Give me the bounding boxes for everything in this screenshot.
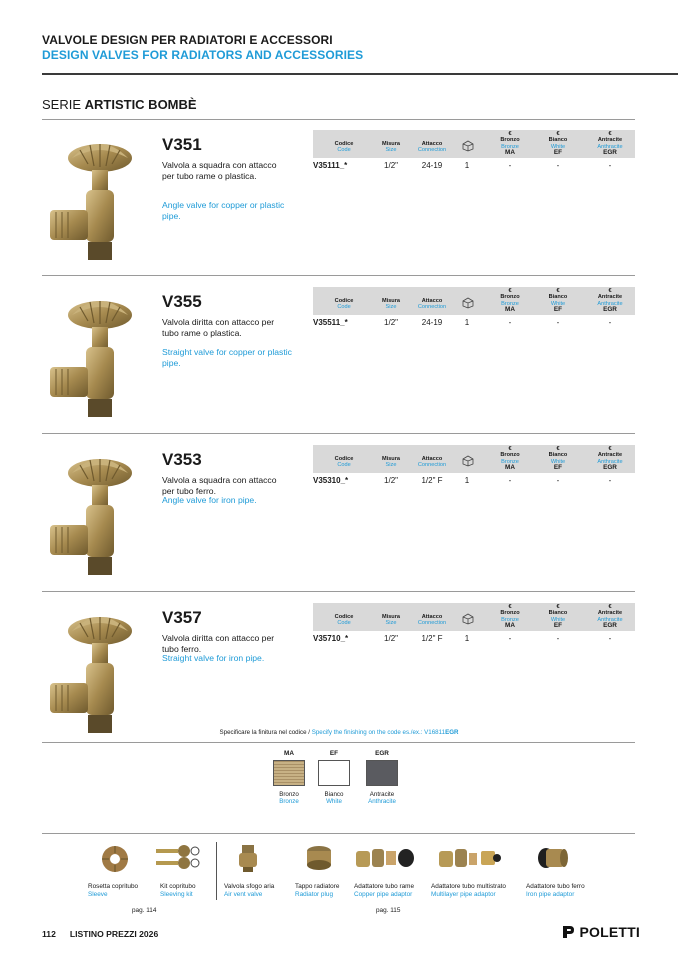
row-size: 1/2" [384,318,398,327]
air-vent-icon [236,843,260,873]
brand-logo [560,924,640,940]
package-icon [461,455,475,467]
col-connection: Attacco Connection [417,614,447,627]
swatch-color [318,760,350,786]
col-bronze: € Bronzo Bronze MA [500,288,520,314]
col-anthracite: € Antracite Anthracite EGR [597,131,623,157]
price-table-header [313,130,635,158]
table-row [313,158,635,172]
package-icon [461,297,475,309]
row-price-ef: - [556,318,560,327]
series-name: ARTISTIC BOMBÈ [84,97,197,112]
footer-title: LISTINO PREZZI 2026 [69,929,159,939]
table-row [313,631,635,645]
col-code: Codice Code [334,456,354,469]
valve-image [42,445,154,585]
row-price-ma: - [508,634,512,643]
row-price-ef: - [556,161,560,170]
package-icon [461,613,475,625]
page-header [42,33,363,62]
col-white: € Bianco White EF [548,446,568,472]
col-size: Misura Size [381,298,401,311]
header-title-en: DESIGN VALVES FOR RADIATORS AND ACCESSORIES [42,48,364,62]
header-title-it: VALVOLE DESIGN PER RADIATORI E ACCESSORI [42,33,333,47]
row-code: V35111_* [313,161,348,170]
row-connection: 24-19 [421,318,443,327]
price-table-header [313,445,635,473]
col-connection: Attacco Connection [417,456,447,469]
col-white: € Bianco White EF [548,131,568,157]
copper-adaptor-icon [354,843,420,873]
product-block [42,287,635,437]
col-anthracite: € Antracite Anthracite EGR [597,604,623,630]
row-code: V35710_* [313,634,349,643]
product-description-it: Valvola a squadra con attacco per tubo rame o plastica. [162,160,277,181]
row-price-ma: - [508,161,512,170]
table-row [313,473,635,487]
price-table-header [313,603,635,631]
row-size: 1/2" [384,161,398,170]
col-connection: Attacco Connection [417,141,447,154]
col-size: Misura Size [381,141,401,154]
page-ref-right: pag. 115 [376,907,401,914]
col-connection: Attacco Connection [417,298,447,311]
series-title [42,97,197,112]
row-qty: 1 [464,318,470,327]
brand-mark-icon [560,924,576,940]
col-size: Misura Size [381,614,401,627]
product-code: V351 [162,135,202,154]
product-description-en: Angle valve for copper or plastic pipe. [162,200,285,221]
row-price-ma: - [508,318,512,327]
row-qty: 1 [464,634,470,643]
price-table [313,445,635,487]
col-bronze: € Bronzo Bronze MA [500,131,520,157]
row-price-egr: - [608,318,612,327]
row-qty: 1 [464,476,470,485]
package-icon [461,140,475,152]
price-table [313,603,635,645]
swatch-white: EF Bianco White [317,750,351,805]
product-code: V353 [162,450,202,469]
col-anthracite: € Antracite Anthracite EGR [597,288,623,314]
product-code: V357 [162,608,202,627]
divider [42,119,635,120]
sleeve-icon [100,843,130,875]
note-it: Specificare la finitura nel codice / [219,729,312,736]
table-row [313,315,635,329]
product-description-it: Valvola diritta con attacco per tubo ferro. [162,633,275,654]
row-price-ef: - [556,634,560,643]
price-table-header [313,287,635,315]
col-size: Misura Size [381,456,401,469]
row-price-egr: - [608,634,612,643]
valve-image [42,130,154,270]
swatch-color [366,760,398,786]
col-white: € Bianco White EF [548,288,568,314]
row-price-egr: - [608,476,612,485]
col-bronze: € Bronzo Bronze MA [500,446,520,472]
swatch-bronze: MA Bronzo Bronze [272,750,306,805]
valve-image [42,287,154,427]
product-description-en: Straight valve for copper or plastic pipe. [162,347,292,368]
row-price-ef: - [556,476,560,485]
page-ref-left: pag. 114 [132,907,157,914]
col-code: Codice Code [334,141,354,154]
col-code: Codice Code [334,298,354,311]
series-prefix: SERIE [42,97,85,112]
col-bronze: € Bronzo Bronze MA [500,604,520,630]
sleeving-kit-icon [154,843,204,875]
radiator-plug-icon [305,843,333,871]
col-white: € Bianco White EF [548,604,568,630]
row-code: V35310_* [313,476,349,485]
product-description-it: Valvola a squadra con attacco per tubo ferro. [162,475,277,496]
product-description-en: Straight valve for iron pipe. [162,653,265,663]
brand-name: POLETTI [579,924,640,940]
divider [42,833,635,834]
row-connection: 1/2" F [421,476,443,485]
finish-note [0,729,678,736]
product-description-it: Valvola diritta con attacco per tubo rame o plastica. [162,317,275,338]
row-price-ma: - [508,476,512,485]
product-block [42,445,635,595]
footer [42,929,158,939]
price-table [313,287,635,329]
header-rule [42,73,678,75]
vertical-divider [216,842,217,900]
swatch-color [273,760,305,786]
col-code: Codice Code [334,614,354,627]
valve-image [42,603,154,743]
page-number: 112 [42,929,56,939]
row-size: 1/2" [384,634,398,643]
product-code: V355 [162,292,202,311]
price-table [313,130,635,172]
product-description-en: Angle valve for iron pipe. [162,495,257,505]
row-price-egr: - [608,161,612,170]
row-qty: 1 [464,161,470,170]
finish-swatches [272,750,412,810]
note-en: Specify the finishing on the code es./ex.: V16811 [311,729,446,736]
row-size: 1/2" [384,476,398,485]
col-anthracite: € Antracite Anthracite EGR [597,446,623,472]
product-block [42,130,635,280]
iron-adaptor-icon [536,843,570,873]
row-connection: 24-19 [421,161,443,170]
multilayer-adaptor-icon [437,843,503,873]
note-suffix: EGR [445,729,459,736]
row-connection: 1/2" F [421,634,443,643]
swatch-anthracite: EGR Antracite Anthracite [365,750,399,805]
row-code: V35511_* [313,318,348,327]
